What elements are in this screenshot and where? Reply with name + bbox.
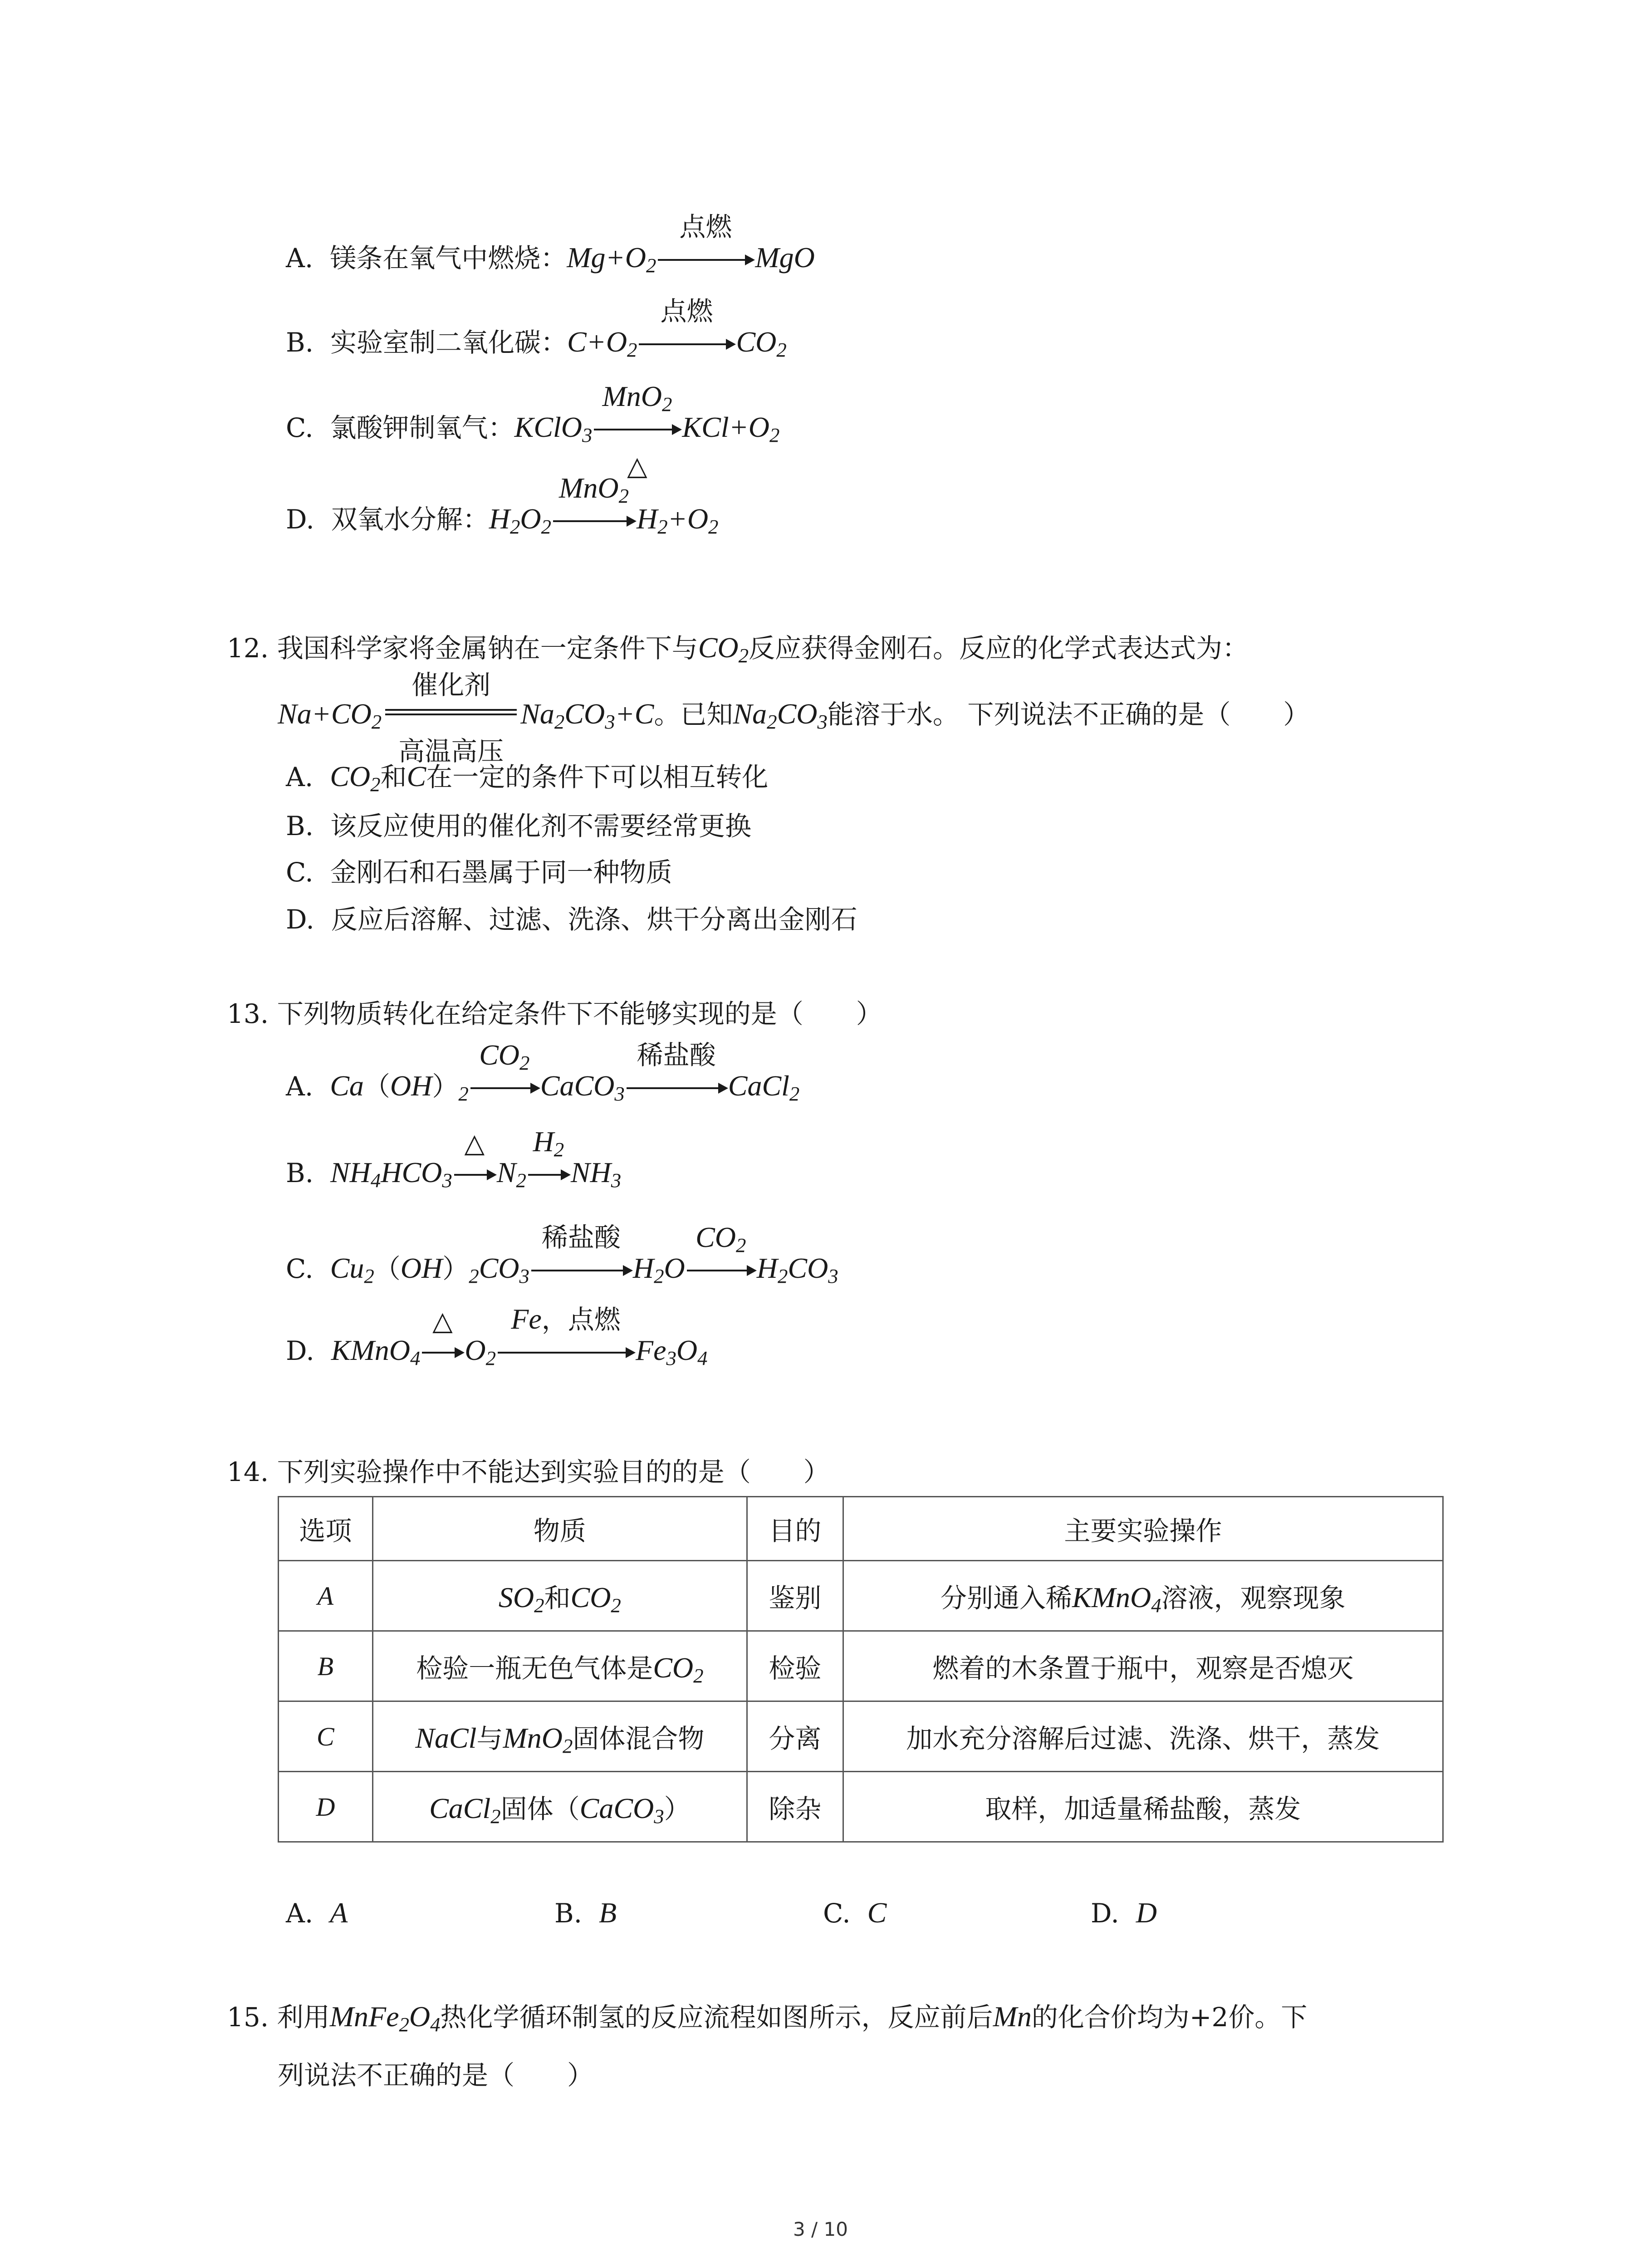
header-operation: 主要实验操作: [843, 1497, 1443, 1561]
reaction-arrow: $H_2$: [528, 1180, 569, 1182]
table-row: B 检验一瓶无色气体是$CO_2$ 检验 燃着的木条置于瓶中，观察是否熄灭: [279, 1631, 1443, 1701]
reaction-arrow: 点燃: [658, 265, 753, 267]
q12-option-d: D. 反应后溶解、过滤、洗涤、烘干分离出金刚石: [286, 904, 857, 935]
reaction-arrow: MnO$_2$: [553, 527, 635, 528]
q13-stem: 13. 下列物质转化在给定条件下不能够实现的是（ ）: [227, 998, 882, 1029]
q13-option-d: D. KMnO$_4$ △ $O_2$ Fe，点燃 $Fe_3O_4$: [286, 1303, 708, 1370]
header-option: 选项: [279, 1497, 373, 1561]
q12-stem-line2: $Na+CO_2$ 催化剂 高温高压 $Na_2CO_3+C$。已知$Na_2CO_3$能溶于水。 下列说法不正确的是（ ）: [278, 670, 1310, 767]
reaction-arrow: 稀盐酸: [627, 1094, 726, 1095]
q13-option-b: B. $NH_4HCO_3$ △ $N_2$ $H_2$ $NH_3$: [286, 1125, 622, 1192]
q11-option-a: A. 镁条在氧气中燃烧：$Mg+O_2$ 点燃 MgO: [286, 211, 815, 277]
formula: $C+O_2$: [567, 326, 637, 362]
header-purpose: 目的: [747, 1497, 843, 1561]
header-substance: 物质: [372, 1497, 747, 1561]
reaction-arrow: △: [454, 1180, 495, 1182]
q13-option-a: A. $Ca(OH)_2$ $CO_2$ CaCO$_3$ 稀盐酸 CaCl$_2$: [286, 1039, 800, 1105]
formula: $Mg+O_2$: [567, 241, 656, 277]
q12-option-c: C. 金刚石和石墨属于同一种物质: [286, 857, 672, 888]
q12-option-a: A. $CO_2$和C在一定的条件下可以相互转化: [286, 760, 769, 796]
q15-stem-line1: 15. 利用$MnFe_2O_4$热化学循环制氢的反应流程如图所示，反应前后Mn的化合价均为+2价。下: [227, 2000, 1308, 2036]
q11-option-c: C. 氯酸钾制氧气：KClO$_3$ MnO$_2$ △ $KCl+O_2$: [286, 380, 780, 481]
table-row: C NaCl与MnO$_2$固体混合物 分离 加水充分溶解后过滤、洗涤、烘干，蒸发: [279, 1701, 1443, 1772]
reaction-arrow: 稀盐酸: [531, 1276, 631, 1278]
q13-option-c: C. $Cu_2(OH)_2CO_3$ 稀盐酸 $H_2O$ $CO_2$ $H_2CO_3$: [286, 1221, 838, 1288]
reaction-arrow: $CO_2$: [470, 1094, 539, 1095]
reaction-arrow: Fe，点燃: [498, 1358, 634, 1360]
page-number: 3 / 10: [793, 2218, 848, 2240]
experiment-table: [278, 1496, 1444, 1843]
table-header-row: [279, 1497, 1443, 1561]
q14-choice-a: A. A: [286, 1897, 348, 1929]
q15-stem-line2: 列说法不正确的是（ ）: [278, 2060, 594, 2091]
reaction-arrow: $CO_2$: [687, 1276, 755, 1278]
reaction-arrow: △: [422, 1358, 463, 1360]
equal-sign-with-conditions: 催化剂 高温高压: [385, 717, 517, 723]
q11-option-d: D. 双氧水分解：$H_2O_2$ MnO$_2$ $H_2+O_2$: [286, 472, 719, 538]
q14-stem: 14. 下列实验操作中不能达到实验目的的是（ ）: [227, 1457, 830, 1487]
q12-stem-line1: 12. 我国科学家将金属钠在一定条件下与$CO_2$反应获得金刚石。反应的化学式表达式为：: [227, 631, 1249, 667]
table-row: D CaCl$_2$固体（CaCO$_3$） 除杂 取样，加适量稀盐酸，蒸发: [279, 1772, 1443, 1842]
q12-option-b: B. 该反应使用的催化剂不需要经常更换: [286, 811, 751, 841]
q14-choice-b: B. B: [554, 1897, 617, 1929]
reaction-arrow: 点燃: [639, 350, 734, 352]
table-row: A $SO_2$和$CO_2$ 鉴别 分别通入稀KMnO$_4$溶液，观察现象: [279, 1561, 1443, 1631]
q14-choice-c: C. C: [823, 1897, 887, 1929]
reaction-arrow: MnO$_2$ △: [594, 435, 680, 437]
heat-symbol: △: [627, 450, 647, 481]
q14-choice-d: D. D: [1091, 1897, 1157, 1929]
q11-option-b: B. 实验室制二氧化碳：$C+O_2$ 点燃 $CO_2$: [286, 296, 787, 362]
